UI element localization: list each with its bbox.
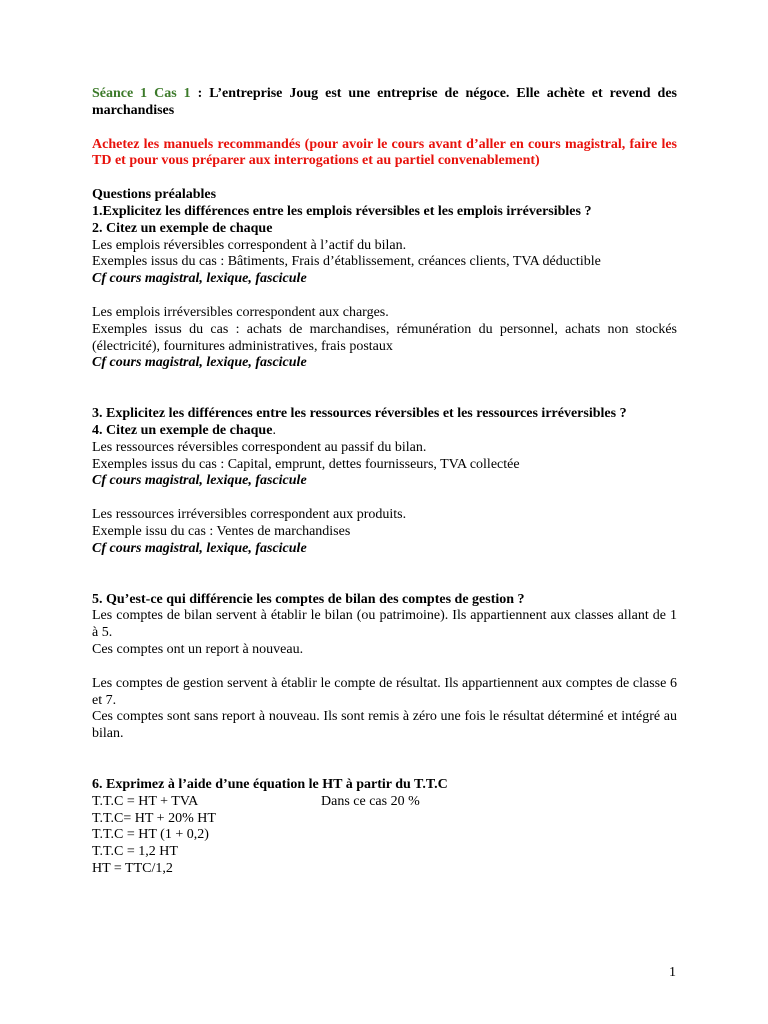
question-4-period: . — [272, 422, 276, 438]
answer-3-line1: Les ressources réversibles correspondent au passif du bilan. — [92, 439, 427, 455]
question-4: 4. Citez un exemple de chaque — [92, 422, 273, 438]
case-intro: : L’entreprise Joug est une entreprise de négoce. Elle achète et revend des marchandises — [92, 86, 677, 118]
equation-line: T.T.C = HT + TVA — [92, 793, 199, 809]
equation-line: HT = TTC/1,2 — [92, 860, 173, 876]
answer-5-paragraph-1: Les comptes de bilan servent à établir le bilan (ou patrimoine). Ils appartiennent aux classes allant de 1 à 5. — [92, 608, 677, 641]
answer-1-line1: Les emplois réversibles correspondent à l’actif du bilan. — [92, 237, 407, 253]
answer-2-line1: Les emplois irréversibles correspondent aux charges. — [92, 304, 389, 320]
page-number: 1 — [669, 965, 676, 980]
answer-3-reference: Cf cours magistral, lexique, fascicule — [92, 473, 307, 489]
preliminary-title: Questions préalables — [92, 187, 217, 203]
answer-2-reference: Cf cours magistral, lexique, fascicule — [92, 355, 307, 371]
question-6: 6. Exprimez à l’aide d’une équation le HT à partir du T.T.C — [92, 776, 448, 792]
question-3: 3. Explicitez les différences entre les ressources réversibles et les ressources irréversibles ? — [92, 406, 627, 422]
notice-text: Achetez les manuels recommandés (pour avoir le cours avant d’aller en cours magistral, faire les TD et pour vous préparer aux interrogations et au partiel convenablement) — [92, 136, 677, 169]
equation-note: Dans ce cas 20 % — [321, 793, 420, 809]
question-2: 2. Citez un exemple de chaque — [92, 220, 273, 236]
answer-2-line2: Exemples issus du cas : achats de marchandises, rémunération du personnel, achats non stockés (électricité), fournitures administratives, frais postaux — [92, 321, 677, 354]
question-1: 1.Explicitez les différences entre les emplois réversibles et les emplois irréversibles ? — [92, 203, 592, 219]
equation-line: T.T.C= HT + 20% HT — [92, 810, 216, 826]
equation-row — [92, 794, 677, 811]
answer-1-reference: Cf cours magistral, lexique, fascicule — [92, 271, 307, 287]
case-heading — [92, 86, 677, 120]
answer-3-line2: Exemples issus du cas : Capital, emprunt, dettes fournisseurs, TVA collectée — [92, 456, 520, 472]
equation-line: T.T.C = 1,2 HT — [92, 844, 178, 860]
answer-4-line1: Les ressources irréversibles correspondent aux produits. — [92, 507, 407, 523]
question-4-line — [92, 423, 677, 440]
question-5: 5. Qu’est-ce qui différencie les comptes de bilan des comptes de gestion ? — [92, 591, 525, 607]
page-content — [92, 86, 677, 878]
answer-5-paragraph-4: Ces comptes sont sans report à nouveau. Ils sont remis à zéro une fois le résultat déterminé et intégré au bilan. — [92, 709, 677, 742]
answer-5-paragraph-3: Les comptes de gestion servent à établir le compte de résultat. Ils appartiennent aux comptes de classe 6 et 7. — [92, 675, 677, 708]
answer-1-line2: Exemples issus du cas : Bâtiments, Frais d’établissement, créances clients, TVA déductible — [92, 254, 601, 270]
answer-5-paragraph-2: Ces comptes ont un report à nouveau. — [92, 641, 304, 657]
seance-label: Séance 1 Cas 1 — [92, 86, 191, 101]
answer-4-reference: Cf cours magistral, lexique, fascicule — [92, 540, 307, 556]
answer-4-line2: Exemple issu du cas : Ventes de marchandises — [92, 523, 351, 539]
equation-line: T.T.C = HT (1 + 0,2) — [92, 827, 209, 843]
